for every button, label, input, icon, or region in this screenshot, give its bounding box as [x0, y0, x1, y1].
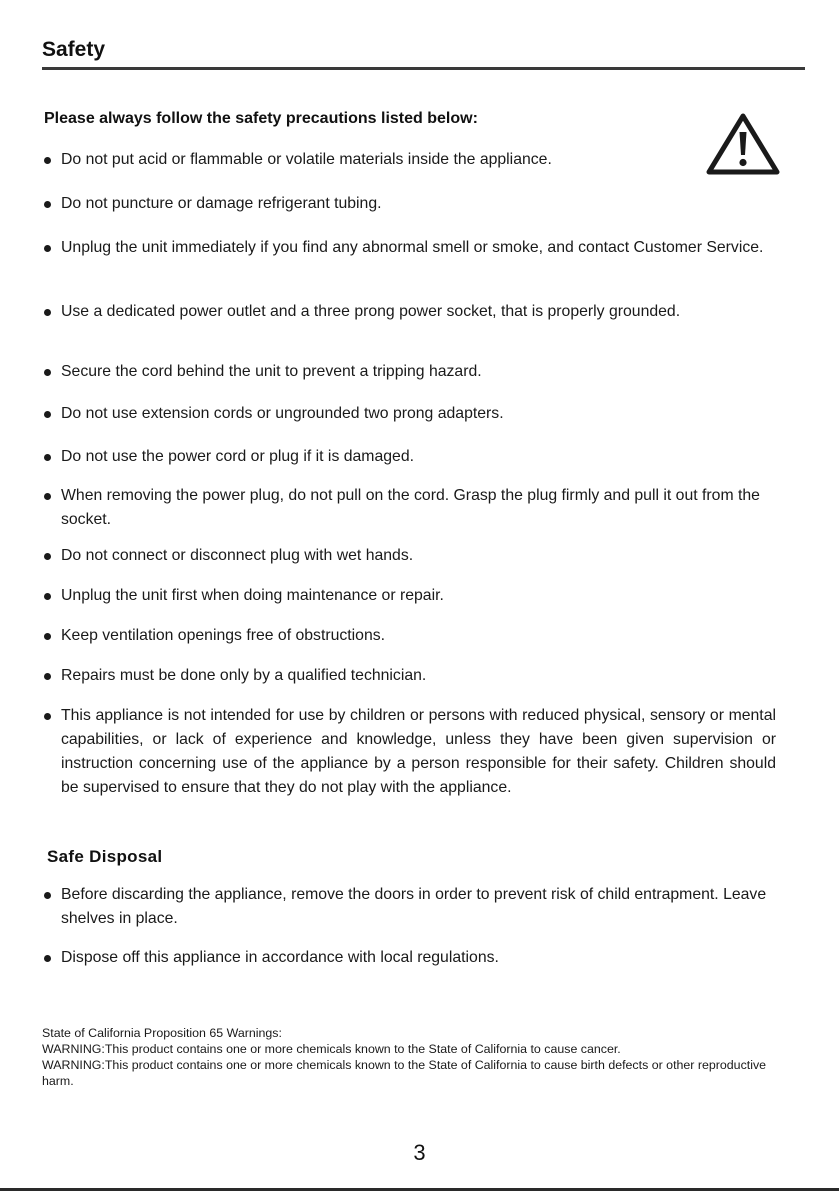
prop65-warnings [42, 1025, 782, 1089]
safety-item: Repairs must be done only by a qualified technician. [42, 664, 776, 688]
safety-item: Keep ventilation openings free of obstructions. [42, 624, 776, 648]
bullet-dot [44, 955, 51, 962]
prop65-warning-cancer: WARNING:This product contains one or more chemicals known to the State of California to cause cancer. [42, 1042, 621, 1056]
page-number: 3 [413, 1140, 426, 1165]
bullet-dot [44, 593, 51, 600]
prop65-warning-birth-defects: WARNING:This product contains one or more chemicals known to the State of California to cause birth defects or other reproductive harm. [42, 1058, 767, 1088]
bullet-dot [44, 892, 51, 899]
title-divider [42, 67, 805, 70]
bullet-dot [44, 553, 51, 560]
bullet-dot [44, 713, 51, 720]
bullet-dot [44, 411, 51, 418]
bullet-dot [44, 201, 51, 208]
safety-item: Do not use the power cord or plug if it is damaged. [42, 445, 776, 469]
safety-item: Do not puncture or damage refrigerant tubing. [42, 192, 776, 216]
bullet-dot [44, 633, 51, 640]
safety-item: This appliance is not intended for use by children or persons with reduced physical, sensory or mental capabilities, or lack of experience and knowledge, unless they have been given supervision or instruction concerning use of the appliance by a person responsible for their safety. Children should be supervised to ensure that they do not play with the appliance. [42, 704, 776, 800]
bullet-dot [44, 309, 51, 316]
bullet-dot [44, 245, 51, 252]
safety-item: Use a dedicated power outlet and a three prong power socket, that is properly grounded. [42, 300, 776, 324]
bullet-dot [44, 369, 51, 376]
safety-item: Unplug the unit first when doing maintenance or repair. [42, 584, 776, 608]
disposal-item: Before discarding the appliance, remove the doors in order to prevent risk of child entrapment. Leave shelves in place. [42, 883, 776, 931]
bullet-dot [44, 493, 51, 500]
page-title: Safety [42, 38, 106, 61]
safety-intro: Please always follow the safety precautions listed below: [44, 110, 478, 127]
safety-item: Do not put acid or flammable or volatile materials inside the appliance. [42, 148, 776, 172]
bullet-dot [44, 673, 51, 680]
disposal-item: Dispose off this appliance in accordance with local regulations. [42, 946, 776, 970]
disposal-title: Safe Disposal [47, 847, 163, 866]
safety-item: Do not use extension cords or ungrounded two prong adapters. [42, 402, 776, 426]
safety-item: Secure the cord behind the unit to prevent a tripping hazard. [42, 360, 776, 384]
safety-item: When removing the power plug, do not pull on the cord. Grasp the plug firmly and pull it out from the socket. [42, 484, 776, 532]
bullet-dot [44, 157, 51, 164]
bullet-dot [44, 454, 51, 461]
prop65-heading: State of California Proposition 65 Warnings: [42, 1026, 282, 1040]
safety-item: Do not connect or disconnect plug with wet hands. [42, 544, 776, 568]
safety-item: Unplug the unit immediately if you find any abnormal smell or smoke, and contact Customer Service. [42, 236, 776, 260]
